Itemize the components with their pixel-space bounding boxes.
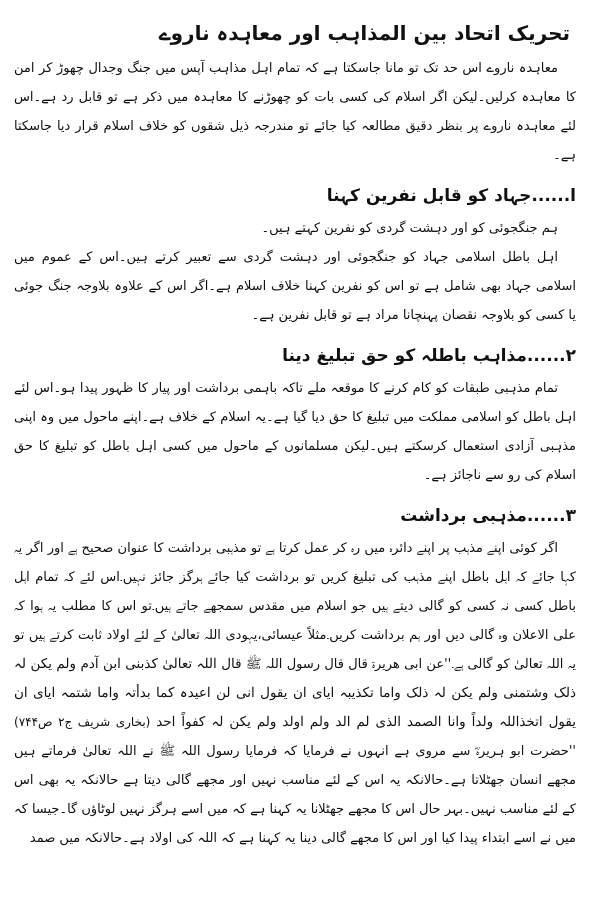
section-tolerance-body xyxy=(14,534,576,853)
section-tableegh-body: تمام مذہبی طبقات کو کام کرنے کا موقعہ ملے تاکہ باہمی برداشت اور پیار کا ظہور پیدا ہو۔اس لئے اہل باطل کو اسلامی مملکت میں تبلیغ کا حق دیا گیا ہے۔یہ اسلام کے خلاف ہے۔اپنے ماحول میں وہ اپنی مذہبی آزادی استعمال کرسکتے ہیں۔لیکن مسلمانوں کے ماحول میں کسی اہل باطل کو تبلیغ کا حق اسلام کی رو سے ناجائز ہے۔ xyxy=(14,381,576,483)
intro-paragraph: معاہدہ ناروے اس حد تک تو مانا جاسکتا ہے کہ تمام اہل مذاہب آپس میں جنگ وجدال چھوڑ کر امن کا معاہدہ کرلیں۔لیکن اگر اسلام کی کسی بات کو چھوڑنے کا معاہدہ میں ذکر ہے تو قابل رد ہے۔اس لئے معاہدہ ناروے پر بنظر دقیق مطالعہ کیا جائے تو مندرجہ ذیل شقوں کو خلاف اسلام قرار دیا جاسکتا ہے۔ xyxy=(14,61,576,163)
section-heading-tableegh: ۲......مذاہب باطلہ کو حق تبلیغ دینا xyxy=(282,346,576,366)
hadith-translation: ''حضرت ابو ہریرہؓ سے مروی ہے انہوں نے فرمایا کہ فرمایا رسول اللہ ﷺ نے اللہ تعالیٰ فرماتے ہیں مجھے انسان جھٹلاتا ہے۔حالانکہ یہ اس کے لئے مناسب نہیں اور مجھے گالی دیتا ہے حالانکہ یہ بھی اس کے لئے مناسب نہیں۔بہر حال اس کا مجھے جھٹلانا یہ کہنا ہے کہ میں اسے ہرگز نہیں لوٹاؤں گا۔جیسا کہ میں نے اسے ابتداء پیدا کیا اور اس کا مجھے گالی دینا یہ کہنا ہے کہ اللہ کی اولاد ہے۔حالانکہ میں صمد xyxy=(14,744,576,846)
hadith-reference: (بخاری شریف ج۲ ص۷۴۴) xyxy=(14,715,151,729)
page-title: تحریک اتحاد بین المذاہب اور معاہدہ ناروے xyxy=(158,21,570,45)
hadith-arabic-text: قال اللہ تعالیٰ کذبنی ابن آدم ولم یکن لہ ذلک وشتمنی ولم یکن لہ ذلک واما تکذیبہ ایای ان یقول انی لن اعیدہ کما بدأتہ واما شتمہ ایای ان یقول اتخذاللہ ولداً وانا الصمد الذی لم الد ولم اولد ولم یکن لہ کفواً احد xyxy=(14,656,576,730)
section-jihad-body: اہل باطل اسلامی جہاد کو جنگجوئی اور دہشت گردی سے تعبیر کرتے ہیں۔اس کے عموم میں اسلامی جہاد بھی شامل ہے تو اس کو نفرین کہنا خلاف اسلام ہے۔اگر اس کے علاوہ بلاوجہ جنگ جوئی یا کسی کو بلاوجہ نقصان پہنچانا مراد ہے تو قابل نفرین ہے۔ xyxy=(14,250,576,323)
section-heading-tolerance: ۳......مذہبی برداشت xyxy=(400,506,576,526)
tolerance-body-text: اگر کوئی اپنے مذہب پر اپنے دائرہ میں رہ کر عمل کرتا ہے تو مذہبی برداشت کا عنوان صحیح ہے اور اگر یہ کہا جائے کہ اہل باطل اپنے مذہب کی تبلیغ کریں تو برداشت کیا جائے ہرگز جائز نہیں۔اس لئے کہ تمام اہل باطل کسی نہ کسی کو گالی دیتے ہیں جو اسلام میں مقدس سمجھے جاتے ہیں۔تو اس کا مطلب یہ ہوا کہ علی الاعلان وہ گالی دیں اور ہم برداشت کریں۔مثلاً عیسائی،یہودی اللہ تعالیٰ کے لئے اولاد ثابت کرتے ہیں تو یہ اللہ تعالیٰ کو گالی ہے۔''عن ابی ھریرۃ قال قال رسول اللہ ﷺ xyxy=(14,541,576,672)
section-jihad-lead: ہم جنگجوئی کو اور دہشت گردی کو نفرین کہتے ہیں۔ xyxy=(261,221,558,236)
section-heading-jihad: ا......جہاد کو قابل نفرین کہنا xyxy=(326,186,576,206)
